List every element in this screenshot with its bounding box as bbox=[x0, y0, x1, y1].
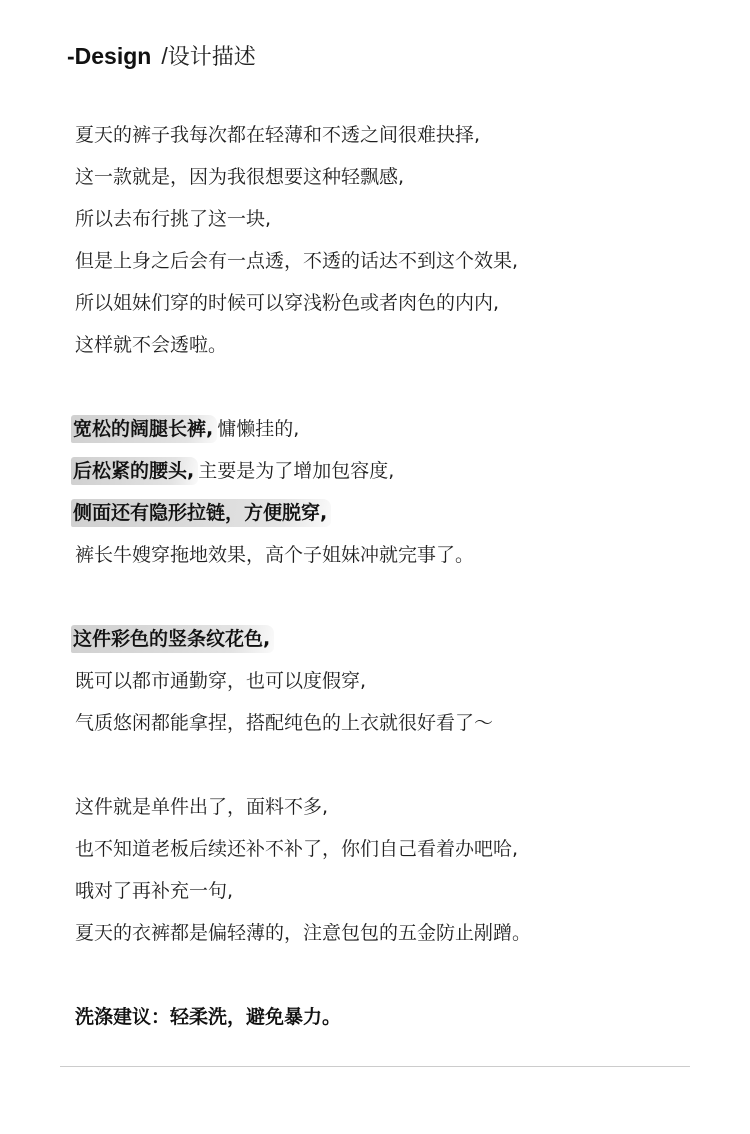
highlight-text: 后松紧的腰头, bbox=[71, 457, 198, 485]
text-line: 这样就不会透啦。 bbox=[75, 334, 228, 356]
text-line bbox=[75, 618, 695, 660]
line-text: 裤长牛嫂穿拖地效果，高个子姐妹冲就完事了。 bbox=[75, 544, 475, 566]
text-line: 但是上身之后会有一点透，不透的话达不到这个效果, bbox=[75, 250, 519, 272]
highlight-text: 这件彩色的竖条纹花色, bbox=[71, 625, 274, 653]
highlight-text: 侧面还有隐形拉链，方便脱穿, bbox=[71, 499, 331, 527]
header-title-en: -Design bbox=[67, 43, 152, 69]
text-line: 这一款就是，因为我很想要这种轻飘感, bbox=[75, 166, 405, 188]
text-line: 夏天的衣裤都是偏轻薄的，注意包包的五金防止剐蹭。 bbox=[75, 922, 532, 944]
line-text: 慵懒挂的, bbox=[217, 418, 300, 440]
line-text: 既可以都市通勤穿，也可以度假穿, bbox=[75, 670, 367, 692]
divider-line bbox=[60, 1066, 690, 1067]
paragraph-stock bbox=[75, 786, 695, 954]
text-line: 这件就是单件出了，面料不多, bbox=[75, 796, 329, 818]
text-line: 所以去布行挑了这一块, bbox=[75, 208, 272, 230]
text-line bbox=[75, 702, 695, 744]
highlight-text: 宽松的阔腿长裤, bbox=[71, 415, 217, 443]
text-line bbox=[75, 492, 695, 534]
text-line bbox=[75, 408, 695, 450]
text-line bbox=[75, 534, 695, 576]
paragraph-washing bbox=[75, 996, 695, 1038]
section-header bbox=[67, 40, 256, 76]
text-line bbox=[75, 660, 695, 702]
paragraph-pattern bbox=[75, 618, 695, 744]
text-line: 所以姐妹们穿的时候可以穿浅粉色或者肉色的内内, bbox=[75, 292, 500, 314]
text-line bbox=[75, 450, 695, 492]
washing-advice: 洗涤建议：轻柔洗，避免暴力。 bbox=[75, 1006, 342, 1028]
line-text: 主要是为了增加包容度, bbox=[198, 460, 395, 482]
header-separator: / bbox=[161, 43, 168, 69]
text-line: 夏天的裤子我每次都在轻薄和不透之间很难抉择, bbox=[75, 124, 481, 146]
paragraph-intro bbox=[75, 114, 695, 366]
text-line: 也不知道老板后续还补不补了，你们自己看着办吧哈, bbox=[75, 838, 519, 860]
line-text: 气质悠闲都能拿捏，搭配纯色的上衣就很好看了～ bbox=[75, 712, 494, 734]
text-line: 哦对了再补充一句, bbox=[75, 880, 234, 902]
header-title-cn: 设计描述 bbox=[167, 45, 256, 70]
paragraph-fit bbox=[75, 408, 695, 576]
design-description bbox=[75, 114, 695, 1038]
